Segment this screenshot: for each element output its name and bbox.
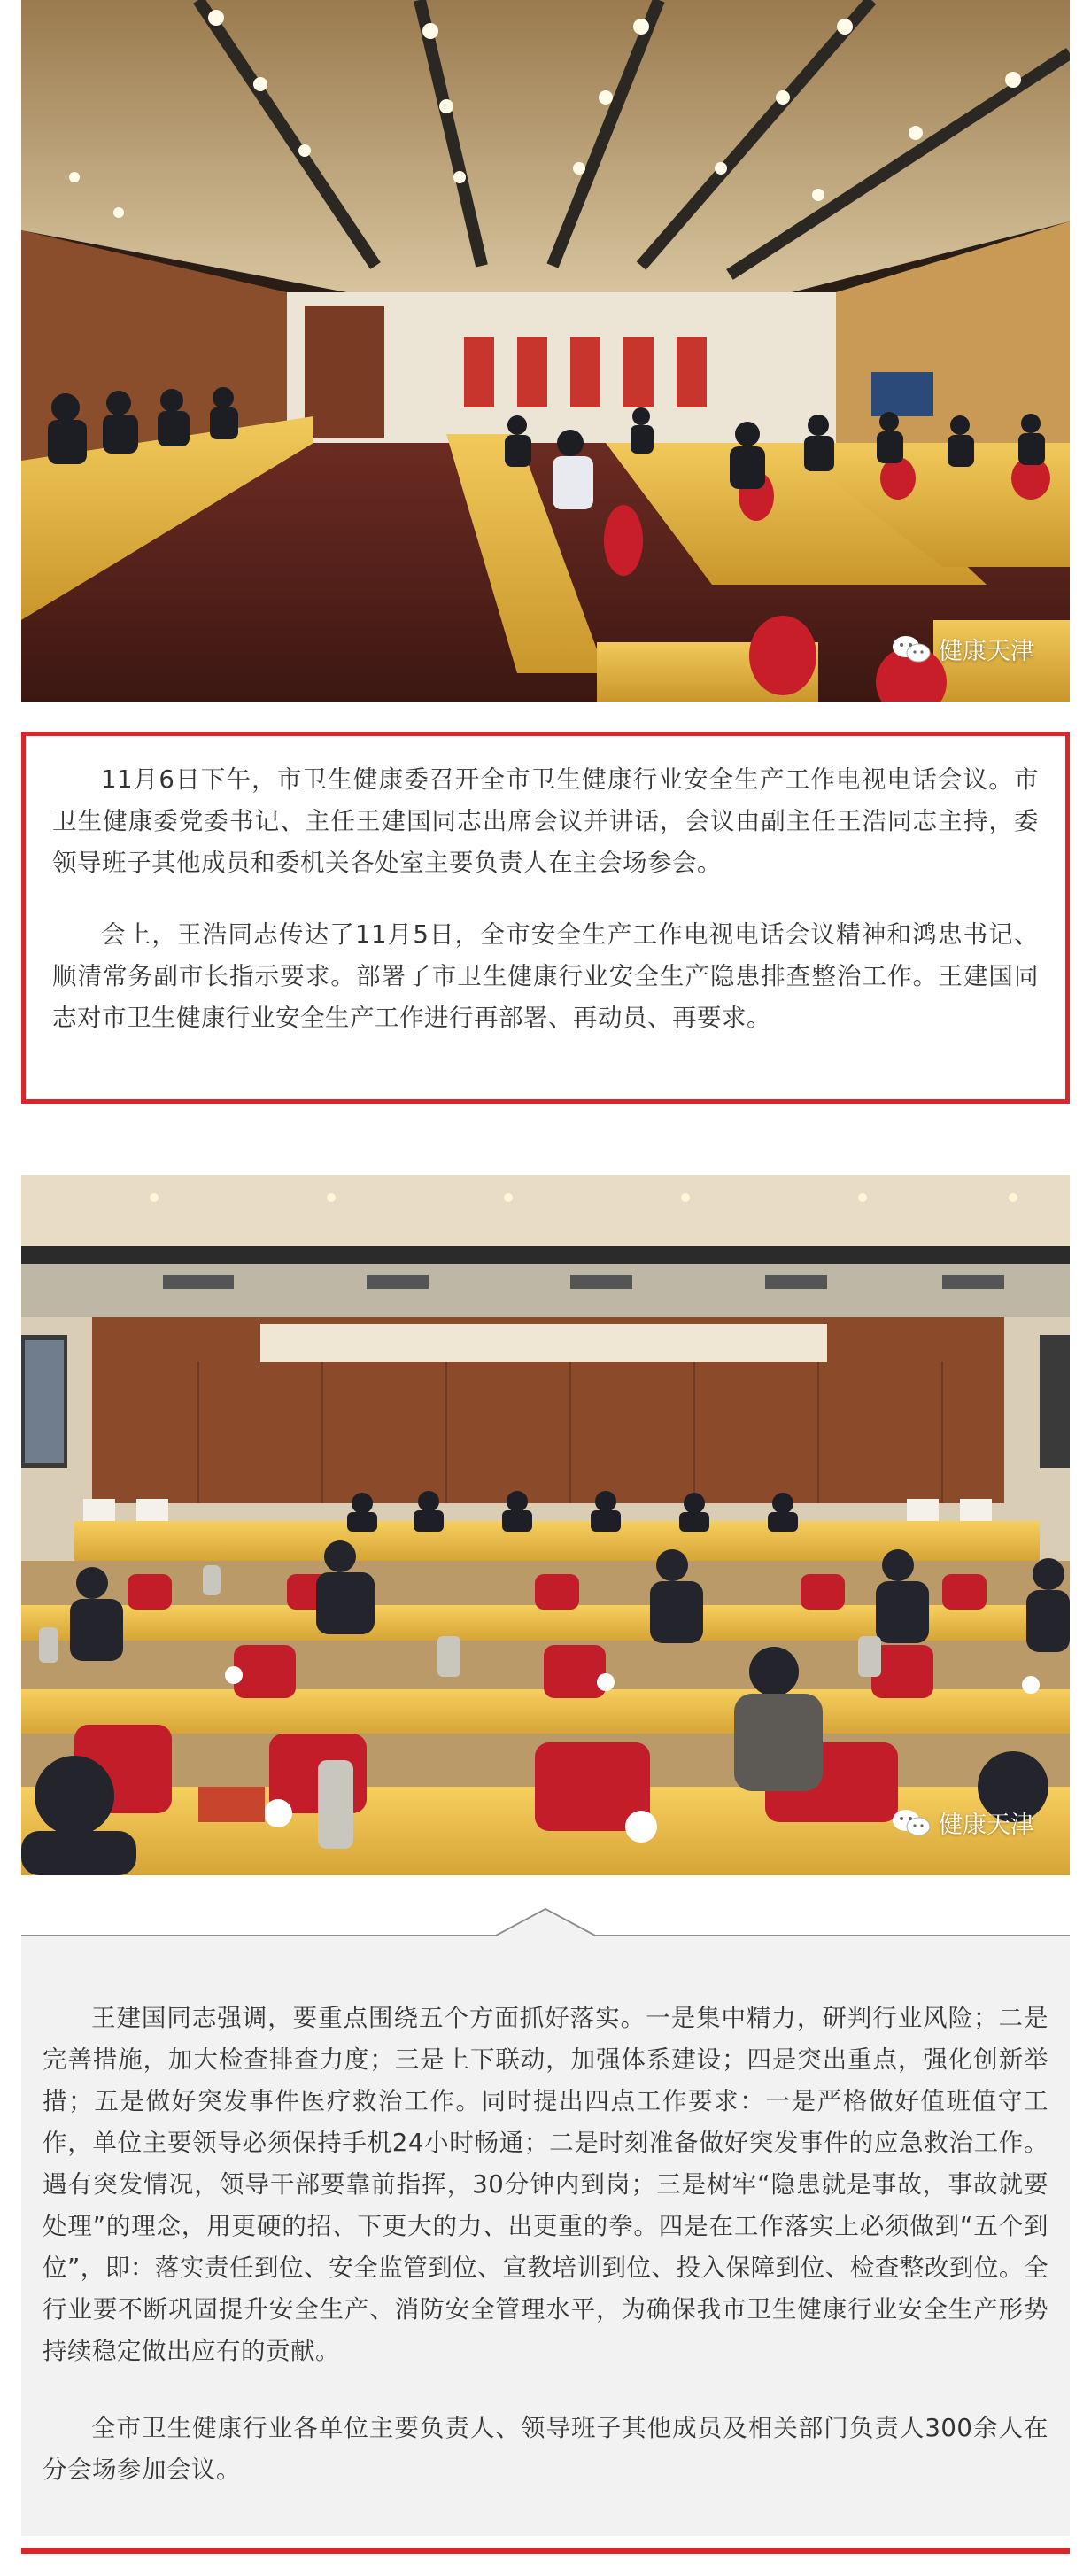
summary-text-panel (21, 1936, 1070, 2536)
watermark (891, 632, 1034, 666)
intro-text-box (21, 732, 1070, 1104)
paragraph-work-requirements: 王建国同志强调，要重点围绕五个方面抓好落实。一是集中精力，研判行业风险；二是完善措施，加大检查排查力度；三是上下联动，加强体系建设；四是突出重点，强化创新举措；五是做好突发事件医疗救治工作。同时提出四点工作要求：一是严格做好值班值守工作，单位主要领导必须保持手机24小时畅通；二是时刻准备做好突发事件的应急救治工作。遇有突发情况，领导干部要靠前指挥，30分钟内到岗；三是树牢“隐患就是事故，事故就要处理”的理念，用更硬的招、下更大的力、出更重的拳。四是在工作落实上必须做到“五个到位”，即：落实责任到位、安全监管到位、宣教培训到位、投入保障到位、检查整改到位。全行业要不断巩固提升安全生产、消防安全管理水平，为确保我市卫生健康行业安全生产形势持续稳定做出应有的贡献。 (43, 2004, 1048, 2365)
meeting-room-image (21, 1175, 1070, 1875)
panel-notch-divider (0, 1905, 1091, 1958)
bottom-red-rule (21, 2548, 1070, 2554)
meeting-photo-podium (21, 1175, 1070, 1875)
paragraph-meeting-content: 会上，王浩同志传达了11月5日，全市安全生产工作电视电话会议精神和鸿忠书记、顺清常务副市长指示要求。部署了市卫生健康行业安全生产隐患排查整治工作。王建国同志对市卫生健康行业安全生产工作进行再部署、再动员、再要求。 (52, 920, 1039, 1032)
paragraph-attendees: 全市卫生健康行业各单位主要负责人、领导班子其他成员及相关部门负责人300余人在分会场参加会议。 (43, 2414, 1048, 2484)
watermark-text: 健康天津 (939, 638, 1034, 665)
wechat-icon (891, 633, 932, 665)
wechat-icon (891, 1807, 932, 1839)
meeting-photo-main-hall (21, 0, 1070, 702)
paragraph-meeting-overview: 11月6日下午，市卫生健康委召开全市卫生健康行业安全生产工作电视电话会议。市卫生健康委党委书记、主任王建国同志出席会议并讲话，会议由副主任王浩同志主持，委领导班子其他成员和委机关各处室主要负责人在主会场参会。 (52, 765, 1039, 877)
watermark-text: 健康天津 (939, 1812, 1034, 1839)
watermark (891, 1805, 1034, 1840)
meeting-hall-image (21, 0, 1070, 702)
